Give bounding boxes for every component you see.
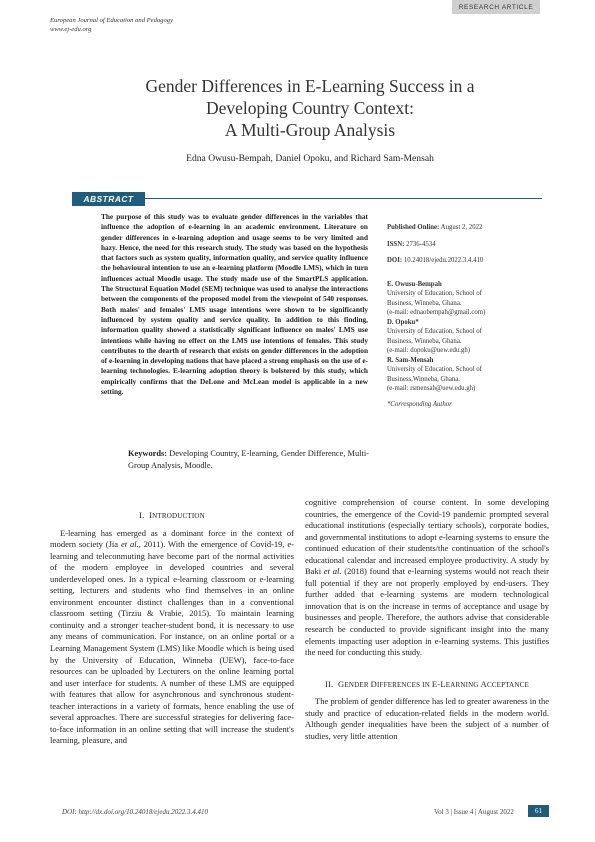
keywords-label: Keywords: <box>128 449 168 458</box>
title-line: Gender Differences in E-Learning Success in a <box>145 76 475 96</box>
published-label: Published Online: <box>387 224 440 231</box>
issn-line <box>387 240 547 250</box>
keywords-text: Developing Country, E-learning, Gender Difference, Multi-Group Analysis, Moodle. <box>128 449 369 470</box>
heading-smallcaps: ENDER <box>344 680 371 689</box>
paragraph <box>305 497 549 659</box>
section-1-heading <box>50 510 294 523</box>
issn-value: 2736-4534 <box>406 240 436 248</box>
corresponding-author-note: *Corresponding Author <box>387 400 452 408</box>
footer-volume-issue: Vol 3 | Issue 4 | August 2022 <box>434 808 514 816</box>
page-number: 61 <box>528 805 549 817</box>
journal-url: www.ej-edu.org <box>50 26 92 33</box>
author-1-affiliation: Business, Winneba, Ghana. <box>387 299 462 307</box>
doi-value: 10.24018/ejedu.2022.3.4.410 <box>403 257 484 264</box>
journal-header <box>50 16 173 34</box>
author-3-affiliation: University of Education, School of <box>387 366 482 373</box>
text-run: , 2011). With the emergence of Covid-19, e-learning and teleconmuting have become part of the normal activities of the modern employee in developed countries and several underdeveloped ones. In a typical e-learning classroom or e-learning setting, lecturers and students who find themselves in an online environment encounter distinct challenges than in a conventional classroom setting (Tirziu & Vrabie, 2015). To maintain learning continuity and a stronger teacher-student bond, it is necessary to use any means of communication. For instance, on an online portal or a Learning Management System (LMS) like Moodle which is being used by the University of Education, Winneba (UEW), face-to-face resources can be uploaded by Lecturers on the online learning portal and user interface for students. A number of these LMS are equipped with features that allow for asynchronous and synchronous student-teacher interactions in a variety of formats, hence enabling the use of several approaches. There are successful strategies for delivering face-to-face information in an online setting that will increase the student's learning, pleasure, and <box>50 539 294 746</box>
title-line: A Multi-Group Analysis <box>224 120 396 140</box>
author-list: Edna Owusu-Bempah, Daniel Opoku, and Richard Sam-Mensah <box>186 153 434 164</box>
heading-cap: I <box>149 510 153 520</box>
author-1-email: (e-mail: ednaobempah@gmail.com) <box>387 309 486 316</box>
article-type-badge: RESEARCH ARTICLE <box>452 0 540 14</box>
section-number: II. <box>324 678 334 689</box>
author-3-email: (e-mail: rsmensah@uew.edu.gh) <box>387 385 476 392</box>
section-number: I. <box>139 510 145 520</box>
text-run: cognitive comprehension of course content. In some developing countries, the emergence of the Covid-19 pandemic prompted several educational institutions (especially tertiary schools), corporate bodies, and governmental institutions to adopt e-learning systems to ensure the continued education of their students/the continuation of the school's educational calendar and increased employee productivity. A study by Baki <box>305 497 549 577</box>
abstract-text: The purpose of this study was to evaluate gender differences in the variables that influence the adoption of e-learning in an academic environment. Literature on gender differences in e-learning adoption and usage seems to be very limited and hazy. Hence, the need for this research study. The study was based on the hypothesis that factors such as system quality, information quality, and service quality influence the behavioural intention to use an e-learning platform (Moodle LMS), which in turn influences actual Moodle usage. The study made use of the SmartPLS application. The Structural Equation Model (SEM) technique was used to analyse the interactions between the components of the proposed model from the viewpoint of 540 responses. Both males' and females' LMS usage intentions were shown to be significantly influenced by system quality and service quality. In addition to this finding, information quality showed a statistically significant influence on males' LMS use intentions while having no effect on the LMS use intentions of females. This study contributes to the dearth of research that exists on gender differences in the adoption of e-learning in developing nations that have placed a strong emphasis on the use of e-learning technologies. E-learning adoption theory is bolstered by this study, which empirically confirms that the DeLone and McLean model is applicable in a new setting. <box>101 212 368 397</box>
footer-doi[interactable]: DOI: http://dx.doi.org/10.24018/ejedu.2022.3.4.410 <box>62 808 208 816</box>
heading-smallcaps: IFFERENCES IN <box>376 680 432 689</box>
heading-cap: G <box>338 678 345 689</box>
text-run-italic: et al. <box>323 566 342 577</box>
heading-smallcaps: EARNING <box>445 680 481 689</box>
author-1-name: E. Owusu-Bempah <box>387 280 442 288</box>
author-2-name: D. Opoku* <box>387 318 419 326</box>
heading-cap: E-L <box>431 678 446 689</box>
heading-cap: A <box>480 678 487 689</box>
section-2-heading <box>305 679 549 692</box>
keywords <box>128 448 378 471</box>
doi-line <box>387 256 547 266</box>
title-line: Developing Country Context: <box>205 98 415 118</box>
heading-smallcaps: NTRODUCTION <box>152 512 205 520</box>
author-2-affiliation: Business, Winneba, Ghana. <box>387 337 462 345</box>
author-2-affiliation: University of Education, School of <box>387 328 482 335</box>
author-2-email: (e-mail: dopoku@uew.edu.gh) <box>387 347 471 354</box>
body-column-left <box>50 494 294 747</box>
paragraph: The problem of gender difference has led to greater awareness in the study and practice of education-related fields in the modern world. Although gender inequalities have been the subject of a number of studies, very little attention <box>305 696 549 741</box>
abstract-label: ABSTRACT <box>72 192 145 206</box>
published-date: August 2, 2022 <box>440 224 483 231</box>
issn-label: ISSN: <box>387 240 405 248</box>
heading-smallcaps: CCEPTANCE <box>486 680 530 689</box>
body-column-right <box>305 497 549 742</box>
author-3-name: R. Sam-Mensah <box>387 356 434 364</box>
text-run: E-learning has emerged as a dominant force in the context of modern society (Jia <box>50 527 294 550</box>
text-run: (2018) found that e-learning systems would not reach their full potential if they are not properly employed by end-users. They further added that e-learning systems are modern technological innovation that is on the increase in terms of acceptance and usage by businesses and people. Therefore, the authors advise that considerable research be conducted to provide significant insight into the many elements impacting user adoption in e-learning systems. This justifies the need for conducting this study. <box>305 566 550 658</box>
article-info-sidebar <box>387 223 547 409</box>
paragraph <box>50 528 294 747</box>
author-3-affiliation: Business,Winneba, Ghana. <box>387 375 460 383</box>
paper-title <box>60 75 560 141</box>
text-run-italic: et al. <box>120 539 139 550</box>
heading-cap: D <box>370 678 377 689</box>
doi-label: DOI: <box>387 257 403 264</box>
journal-name: European Journal of Education and Pedagogy <box>50 17 174 24</box>
author-1-affiliation: University of Education, School of <box>387 290 482 297</box>
published-line <box>387 223 547 233</box>
